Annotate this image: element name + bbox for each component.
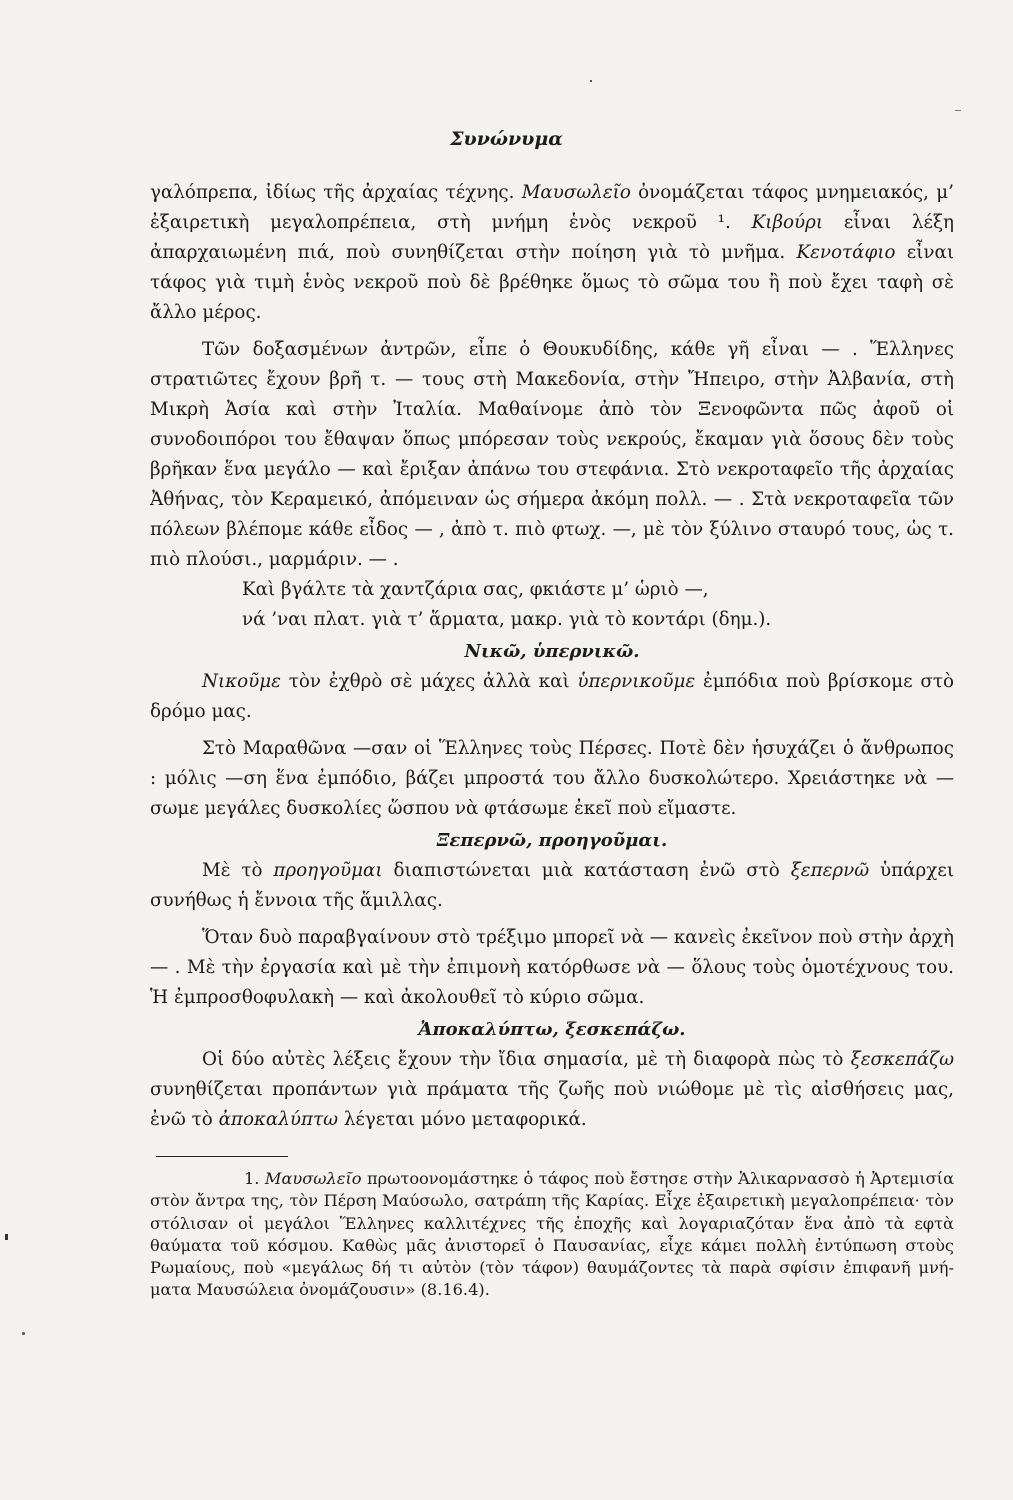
italic-term: προηγοῦμαι — [273, 860, 383, 881]
italic-term: ξεπερνῶ — [790, 860, 870, 881]
italic-term: Μαυσωλεῖο — [264, 1169, 362, 1188]
verse-line: Καὶ βγάλτε τὰ χαντζάρια σας, φκιάστε μ’ ὡριὸ —, — [242, 579, 709, 600]
speck — [955, 110, 961, 111]
paragraph-xeperno-definition: Μὲ τὸ προηγοῦμαι διαπιστώνεται μιὰ κατάσταση ἐνῶ στὸ ξεπερνῶ ὑπάρχει συνήθως ἡ ἔννοια τῆς ἅμιλλας. — [150, 860, 954, 911]
italic-term: Νικοῦμε — [202, 671, 281, 692]
italic-term: Μαυσωλεῖο — [521, 182, 631, 203]
paragraph-niko-definition: Νικοῦμε τὸν ἐχθρὸ σὲ μάχες ἀλλὰ καὶ ὑπερνικοῦμε ἐμπόδια ποὺ βρίσκομε στὸ δρόμο μας. — [150, 671, 954, 722]
speck — [22, 1332, 25, 1335]
running-header: Συνώνυμα — [450, 128, 563, 150]
section-title-niko: Νικῶ, ὑπερνικῶ. — [464, 641, 640, 662]
italic-term: Κενοτάφιο — [796, 242, 896, 263]
footnote-text: 1. Μαυσωλεῖο πρωτοονομάστηκε ὁ τάφος ποὺ ἔστησε στὴν Ἁλικαρνασσὸ ἡ Ἀρτεμισία στὸν ἄντρα της, τὸν Πέρση Μαύσωλο, σατράπη τῆς Καρίας. Εἶχε ἐξαιρετικὴ μεγαλοπρέπεια· τὸν στόλισαν οἱ μεγάλοι Ἕλληνες καλλιτέχνες τῆς ἐποχῆς καὶ λογαριαζόταν ἕνα ἀπὸ τὰ εφτὰ θαύματα τοῦ κόσμου. Καθὼς μᾶς ἀνιστορεῖ ὁ Παυσανίας, εἶχε κάμει πολλὴ ἐντύπωση στοὺς Ρωμαίους, ποὺ «μεγάλως δή τι αὐτὸν (τὸν τάφον) θαυμάζοντες τὰ παρὰ σφίσιν ἐπιφανῆ μνήματα Μαυσώλεια ὀνομάζουσιν» (8.16.4). — [150, 1169, 954, 1300]
italic-term: ἀποκαλύπτω — [218, 1109, 339, 1130]
italic-term: Κιβούρι — [751, 212, 824, 233]
verse-line: νά ’ναι πλατ. γιὰ τ’ ἅρματα, μακρ. γιὰ τὸ κοντάρι (δημ.). — [242, 609, 772, 630]
paragraph-exercise-tombs: Τῶν δοξασμένων ἀντρῶν, εἶπε ὁ Θουκυδίδης, κάθε γῆ εἶναι — . Ἕλληνες στρατιῶτες ἔχουν βρῆ τ. — τους στὴ Μακεδονία, στὴν Ἤπειρο, στὴν Ἀλβανία, στὴ Μικρὴ Ἀσία καὶ στὴν Ἰταλία. Μαθαίνομε ἀπὸ τὸν Ξενοφῶντα πῶς ἀφοῦ οἱ συνοδοιπόροι του ἔθαψαν ὅπως μπόρεσαν τοὺς νεκρούς, ἔκαμαν γιὰ ὅσους δὲν τοὺς βρῆκαν ἕνα μεγάλο — καὶ ἔριξαν ἀπάνω του στεφάνια. Στὸ νεκροταφεῖο τῆς ἀρχαίας Ἀθήνας, τὸν Κεραμεικό, ἀπόμειναν ὡς σήμερα ἀκόμη πολλ. — . Στὰ νεκροταφεῖα τῶν πόλεων βλέπομε κάθε εἶδος — , ἀπὸ τ. πιὸ φτωχ. —, μὲ τὸν ξύλινο σταυρό τους, ὡς τ. πιὸ πλούσι., μαρμάριν. — . — [150, 339, 954, 570]
footnote-divider — [156, 1156, 288, 1157]
section-title-apokalypto: Ἀποκαλύπτω, ξεσκεπάζω. — [418, 1019, 686, 1040]
speck — [590, 80, 592, 82]
speck — [5, 1234, 8, 1240]
paragraph-apokalypto-definition: Οἱ δύο αὐτὲς λέξεις ἔχουν τὴν ἴδια σημασία, μὲ τὴ διαφορὰ πὼς τὸ ξεσκεπάζω συνηθίζεται προπάντων γιὰ πράματα τῆς ζωῆς ποὺ νιώθομε μὲ τὶς αἰσθήσεις μας, ἐνῶ τὸ ἀποκαλύπτω λέγεται μόνο μεταφορικά. — [150, 1049, 954, 1130]
paragraph-xeperno-exercise: Ὅταν δυὸ παραβγαίνουν στὸ τρέξιμο μπορεῖ νὰ — κανεὶς ἐκεῖνον ποὺ στὴν ἀρχὴ — . Μὲ τὴν ἐργασία καὶ μὲ τὴν ἐπιμονὴ κατόρθωσε νὰ — ὅλους τοὺς ὁμοτέχνους του. Ἡ ἐμπροσθοφυλακὴ — καὶ ἀκολουθεῖ τὸ κύριο σῶμα. — [150, 927, 954, 1008]
footnote — [150, 1168, 954, 1302]
italic-term: ξεσκεπάζω — [850, 1049, 954, 1070]
italic-term: ὑπερνικοῦμε — [577, 671, 696, 692]
paragraph-niko-exercise: Στὸ Μαραθῶνα —σαν οἱ Ἕλληνες τοὺς Πέρσες. Ποτὲ δὲν ἡσυχάζει ὁ ἄνθρωπος : μόλις —ση ἕνα ἐμπόδιο, βάζει μπροστά του ἄλλο δυσκολώτερο. Χρειάστηκε νὰ — σωμε μεγάλες δυσκολίες ὥσπου νὰ φτάσωμε ἐκεῖ ποὺ εἴμαστε. — [150, 738, 954, 819]
page-body — [150, 178, 954, 1135]
section-title-xeperno: Ξεπερνῶ, προηγοῦμαι. — [436, 830, 668, 851]
paragraph-tombs: γαλόπρεπα, ἰδίως τῆς ἀρχαίας τέχνης. Μαυσωλεῖο ὀνομάζεται τάφος μνημειακός, μ’ ἐξαιρετικὴ μεγαλοπρέπεια, στὴ μνήμη ἑνὸς νεκροῦ ¹. Κιβούρι εἶναι λέξη ἀπαρχαιωμένη πιά, ποὺ συνηθίζεται στὴν ποίηση γιὰ τὸ μνῆμα. Κενοτάφιο εἶναι τάφος γιὰ τιμὴ ἑνὸς νεκροῦ ποὺ δὲ βρέθηκε ὅμως τὸ σῶμα του ἢ ποὺ ἔχει ταφὴ σὲ ἄλλο μέρος. — [150, 182, 955, 323]
